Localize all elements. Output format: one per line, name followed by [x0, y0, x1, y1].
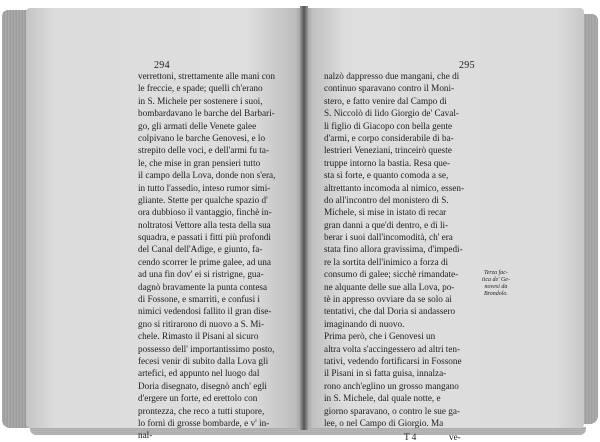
text-line: in tutto l'assedio, inteso rumor simi- [138, 182, 271, 193]
text-line: nalzò dappresso due mangani, che di [324, 71, 460, 81]
text-line: berar i suoi dall'incomodità, ch' era [324, 232, 453, 243]
text-line: do all'incontro del monistero di S. [324, 194, 449, 205]
text-line: dagnò bravamente la punta contesa [138, 281, 268, 292]
text-line: lo fornì di grosse bombarde, e v' in- [138, 417, 270, 428]
text-line: ora dubbioso il vantaggio, finchè in- [138, 207, 272, 218]
catchword: ve- [449, 431, 461, 442]
left-page [26, 8, 304, 441]
right-page [304, 8, 584, 442]
text-line: imaginando di nuovo. [324, 318, 405, 329]
text-line: ad una fin dov' ei si ristrigne, gua- [138, 269, 264, 280]
text-line: bombardavano le barche del Barbari- [138, 108, 275, 119]
marginal-note-line: Brondolo. [483, 291, 508, 297]
marginal-note [482, 270, 510, 298]
text-line: lestrieri Veneziani, trinceirò queste [324, 145, 452, 156]
text-line: noltratosi Vettore alla testa della sua [138, 219, 271, 230]
text-line: stata fino allora gravissima, d'impedi- [324, 244, 463, 255]
text-line: colpivano le barche Genovesi, e lo [138, 132, 266, 143]
text-line: il Pisani in sì fatta guisa, innalza- [324, 368, 447, 379]
page-edges-right [582, 14, 598, 424]
text-line: verrettoni, strettamente alle mani con [138, 71, 275, 81]
text-line: strepito delle voci, e dell'armi fu ta- [138, 145, 269, 156]
text-line: d'armi, e corpo considerabile di ba- [324, 132, 454, 143]
text-line: gran danni a que'di dentro, e di li- [324, 219, 449, 230]
text-line: altrettanto incomoda al nimico, essen- [324, 182, 465, 193]
text-line: nal- [138, 430, 153, 441]
text-line: Doria disegnato, disegnò anch' egli [138, 380, 267, 391]
text-line: prontezza, che reco a tutti stupore, [138, 405, 265, 416]
text-line: squadra, e passati i fitti più profondi [138, 232, 271, 243]
text-line: tentativi, che dal Doria si andassero [324, 306, 456, 317]
text-line: gliante. Stette per qualche spazio d' [138, 194, 268, 205]
text-line: altra volta s'accingessero ad altri ten- [324, 343, 461, 354]
text-line: tè in appresso ovviare da se solo ai [324, 294, 452, 305]
text-line: Prima però, che i Genovesi un [324, 331, 436, 342]
text-line: gno si ritirarono di nuovo a S. Mi- [138, 318, 265, 329]
text-line: di Fossone, e smarriti, e confusi i [138, 294, 260, 305]
book-gutter [300, 6, 308, 430]
text-line: lee, o nel Campo di Giorgio. Ma [324, 417, 444, 428]
text-line: S. Niccolò di lido Giorgio de' Caval- [324, 108, 459, 119]
text-line: cendo scorrer le prime galee, ad una [138, 256, 271, 267]
text-line: le freccie, e spade; quelli ch'erano [138, 83, 263, 94]
text-line: truppe intorno la bastia. Resa que- [324, 157, 451, 168]
text-line: in S. Michele, dal quale notte, e [324, 393, 441, 404]
text-line: consumo di galee; sicchè rimandate- [324, 269, 459, 280]
right-page-number: 295 [459, 60, 475, 71]
text-line: del Canal dell'Adige, e giunto, fa- [138, 244, 263, 255]
text-line: artefici, ed appunto nel luogo dal [138, 368, 260, 379]
text-line: fecesi venir di subito dalla Lova gli [138, 355, 269, 366]
right-page-text [324, 70, 464, 429]
text-line: go, gli armati delle Venete galee [138, 120, 257, 131]
marginal-note-line: tica de' Ge- [482, 277, 510, 283]
text-line: sta sì forte, e quanto comoda a se, [324, 170, 449, 181]
marginal-note-line: Terza fac- [483, 270, 508, 276]
text-line: tativi, vedendo fortificarsi in Fossone [324, 355, 462, 366]
page-edges-bottom [30, 427, 586, 435]
text-line: continuo sparavano contro il Moni- [324, 83, 455, 94]
text-line: li figlio di Giacopo con bella gente [324, 120, 453, 131]
text-line: le, che mise in gran pensieri tutto [138, 157, 261, 168]
text-line: Michele, sì mise in istato di recar [324, 207, 447, 218]
signature-mark: T 4 [404, 431, 417, 442]
text-line: stero, e fatto venire dal Campo di [324, 95, 447, 106]
text-line: chele. Rimasto il Pisani al sicuro [138, 331, 259, 342]
left-page-number: 294 [154, 60, 170, 71]
text-line: d'ergere un forte, ed erettolo con [138, 393, 258, 404]
text-line: ne alquante delle sue alla Lova, po- [324, 281, 455, 292]
text-line: il campo della Lova, donde non s'era, [138, 170, 276, 181]
text-line: in S. Michele per sostenere i suoi, [138, 95, 263, 106]
text-line: re la sortita dell'inimico a forza di [324, 256, 449, 267]
text-line: possesso dell' importantissimo posto, [138, 343, 275, 354]
marginal-note-line: novesi da [484, 284, 508, 290]
text-line: nimici vedendosi fallito il gran dise- [138, 306, 272, 317]
left-page-text [138, 70, 275, 442]
text-line: giorno sparavano, o contro le sue ga- [324, 405, 460, 416]
text-line: rono anch'eglino un grosso mangano [324, 380, 459, 391]
